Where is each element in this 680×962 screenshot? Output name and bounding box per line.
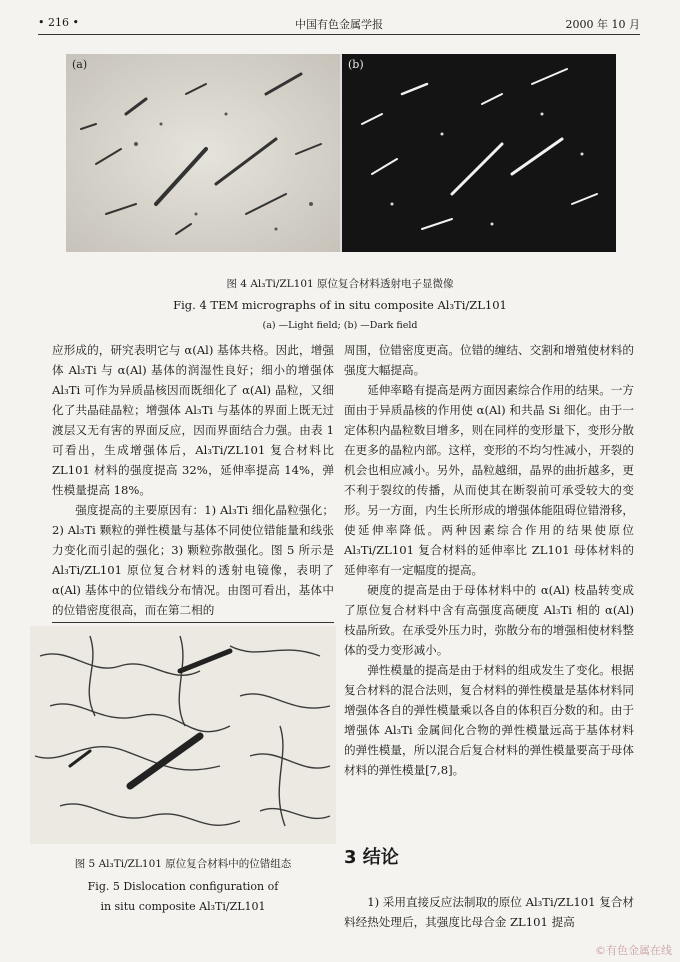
- journal-name: 中国有色金属学报: [295, 18, 383, 31]
- right-column-text: [344, 340, 634, 780]
- paragraph: 弹性模量的提高是由于材料的组成发生了变化。根据复合材料的混合法则，复合材料的弹性模量是基体材料同增强体各自的弹性模量乘以各自的体积百分数的和。由于增强体 Al₃Ti 金属间化合物的弹性模量远高于基体材料的弹性模量，所以混合后复合材料的弹性模量要高于母体材料的弹性模量[7,8]。: [344, 663, 634, 777]
- paragraph: 周围，位错密度更高。位错的缠结、交割和增殖使材料的强度大幅提高。: [344, 343, 634, 377]
- paragraph: 强度提高的主要原因有：1) Al₃Ti 细化晶粒强化；2) Al₃Ti 颗粒的弹性模量与基体不同使位错能量和线张力变化而引起的强化；3) 颗粒弥散强化。图 5 所示是 Al₃Ti/ZL101 原位复合材料的透射电镜像，表明了 α(Al) 基体中的位错线分布情况。由图可看出，基体中的位错密度很高，而在第二相的: [52, 503, 334, 617]
- figure-4-caption-cn: 图 4 Al₃Ti/ZL101 原位复合材料透射电子显微像: [226, 278, 454, 290]
- page-number: • 216 •: [38, 16, 79, 29]
- watermark: ©有色金属在线: [595, 944, 672, 957]
- figure-5-caption-en-line1: Fig. 5 Dislocation configuration of: [87, 880, 279, 893]
- section-3-heading: 3 结论: [344, 847, 399, 868]
- paragraph: 应形成的，研究表明它与 α(Al) 基体共格。因此，增强体 Al₃Ti 与 α(Al) 基体的润湿性良好；细小的增强体 Al₃Ti 可作为异质晶核因而既细化了 α(Al) 晶粒，又细化了共晶硅晶粒；增强体 Al₃Ti 与基体的界面上既无过渡层又无有害的界面反应，因而界面结合力强。由表 1 可看出，生成增强体后，Al₃Ti/ZL101 复合材料比 ZL101 材料的强度提高 32%，延伸率提高 14%，弹性模量提高 18%。: [52, 343, 334, 497]
- figure-4: [66, 54, 616, 252]
- paragraph: 延伸率略有提高是两方面因素综合作用的结果。一方面由于异质晶核的作用使 α(Al) 和共晶 Si 细化。由于一定体积内晶粒数目增多，则在同样的变形量下，变形分散在更多的晶粒内部。这样，变形的不均匀性减小，开裂的机会也相应减小。另外，晶粒越细，晶界的曲折越多，更不利于裂纹的传播，从而使其在断裂前可承受较大的变形。另一方面，内生长所形成的增强体能阻碍位错滑移，使延伸率降低。两种因素综合作用的结果使原位 Al₃Ti/ZL101 复合材料的延伸率比 ZL101 母体材料的延伸率有一定幅度的提高。: [344, 383, 634, 577]
- figure-5: [30, 626, 336, 844]
- figure-5-caption-en-line2: in situ composite Al₃Ti/ZL101: [100, 900, 266, 913]
- figure-4a-light-field: [66, 54, 340, 252]
- paragraph: 硬度的提高是由于母体材料中的 α(Al) 枝晶转变成了原位复合材料中含有高强度高硬度 Al₃Ti 相的 α(Al) 枝晶所致。在承受外压力时，弥散分布的增强相使材料整体的受力变形减小。: [344, 583, 634, 657]
- micrograph-dark-field: [342, 54, 616, 252]
- conclusion-text: [344, 892, 634, 932]
- issue-date: 2000 年 10 月: [565, 18, 640, 31]
- micrograph-dislocations: [30, 626, 336, 844]
- figure-4-caption-en: Fig. 4 TEM micrographs of in situ composite Al₃Ti/ZL101: [173, 298, 507, 312]
- panel-label-b: (b): [348, 58, 364, 71]
- paragraph: 1) 采用直接反应法制取的原位 Al₃Ti/ZL101 复合材料经热处理后，其强度比母合金 ZL101 提高: [344, 895, 635, 929]
- figure-4b-dark-field: [342, 54, 616, 252]
- panel-label-a: (a): [72, 58, 88, 71]
- figure-5-caption-cn: 图 5 Al₃Ti/ZL101 原位复合材料中的位错组态: [74, 858, 292, 870]
- column-rule: [52, 622, 334, 623]
- micrograph-light-field: [66, 54, 340, 252]
- figure-4-caption-sub: (a) —Light field; (b) —Dark field: [262, 320, 418, 331]
- running-header: [38, 12, 640, 35]
- left-column-text: [52, 340, 334, 620]
